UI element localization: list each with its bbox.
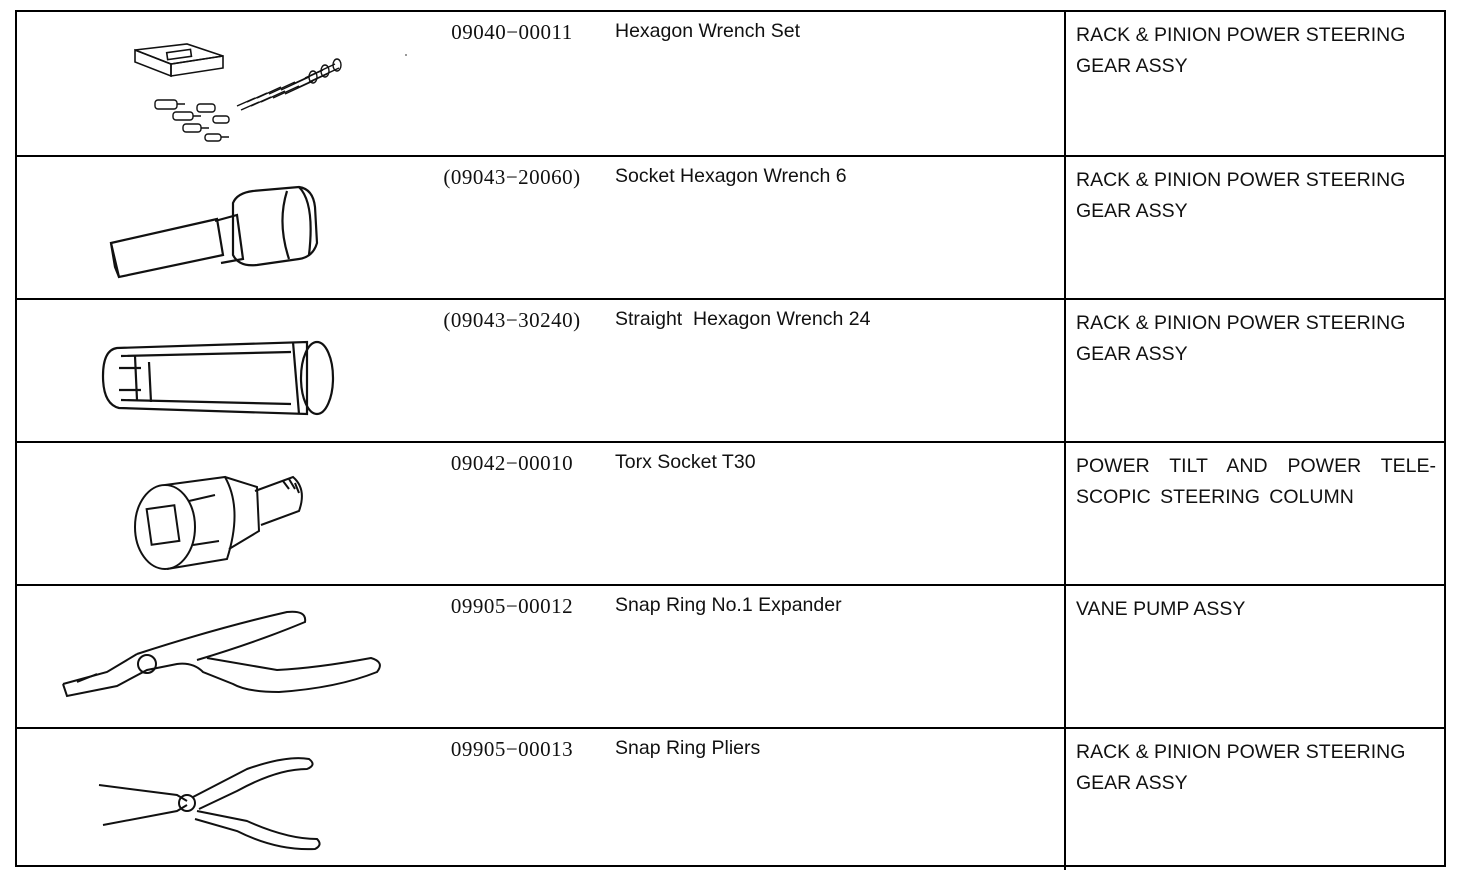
application-text: RACK & PINION POWER STEERING GEAR ASSY [1076, 741, 1406, 794]
part-number: 09040−00011 [451, 20, 573, 44]
tool-name: Torx Socket T30 [615, 451, 756, 473]
application-text: RACK & PINION POWER STEERING GEAR ASSY [1076, 169, 1406, 222]
column-divider [1064, 586, 1066, 727]
table-row [17, 727, 1444, 870]
snap-ring-expander-icon [37, 592, 417, 722]
table-row [17, 584, 1444, 727]
table-row [17, 441, 1444, 584]
straight-hexagon-wrench-icon [37, 306, 417, 436]
column-divider [1064, 157, 1066, 298]
torx-socket-icon [37, 449, 417, 579]
column-divider [1064, 300, 1066, 441]
column-divider [1064, 443, 1066, 584]
part-number: 09042−00010 [450, 451, 574, 475]
tool-name: Socket Hexagon Wrench 6 [615, 165, 847, 187]
column-divider [1064, 729, 1066, 870]
part-number: 09905−00012 [450, 594, 574, 618]
application-text: RACK & PINION POWER STEERING GEAR ASSY [1076, 24, 1406, 77]
hexagon-wrench-set-icon [37, 18, 417, 148]
table-row [17, 12, 1444, 155]
tool-name: Snap Ring No.1 Expander [615, 594, 842, 616]
part-number: (09043−20060) [443, 165, 581, 189]
special-service-tools-table [15, 10, 1446, 867]
snap-ring-pliers-icon [37, 735, 417, 865]
part-number: 09905−00013 [450, 737, 574, 761]
table-row [17, 298, 1444, 441]
tool-name: Snap Ring Pliers [615, 737, 761, 759]
scan-speck [405, 54, 407, 56]
tool-name: Straight Hexagon Wrench 24 [615, 308, 871, 330]
socket-hexagon-wrench-icon [37, 163, 417, 293]
application-text: VANE PUMP ASSY [1076, 598, 1246, 620]
application-text: RACK & PINION POWER STEERING GEAR ASSY [1076, 312, 1406, 365]
tool-name: Hexagon Wrench Set [615, 20, 800, 42]
table-row [17, 155, 1444, 298]
column-divider [1064, 12, 1066, 155]
application-text: POWER TILT AND POWER TELE-SCOPIC STEERING COLUMN [1076, 455, 1436, 508]
part-number: (09043−30240) [443, 308, 581, 332]
